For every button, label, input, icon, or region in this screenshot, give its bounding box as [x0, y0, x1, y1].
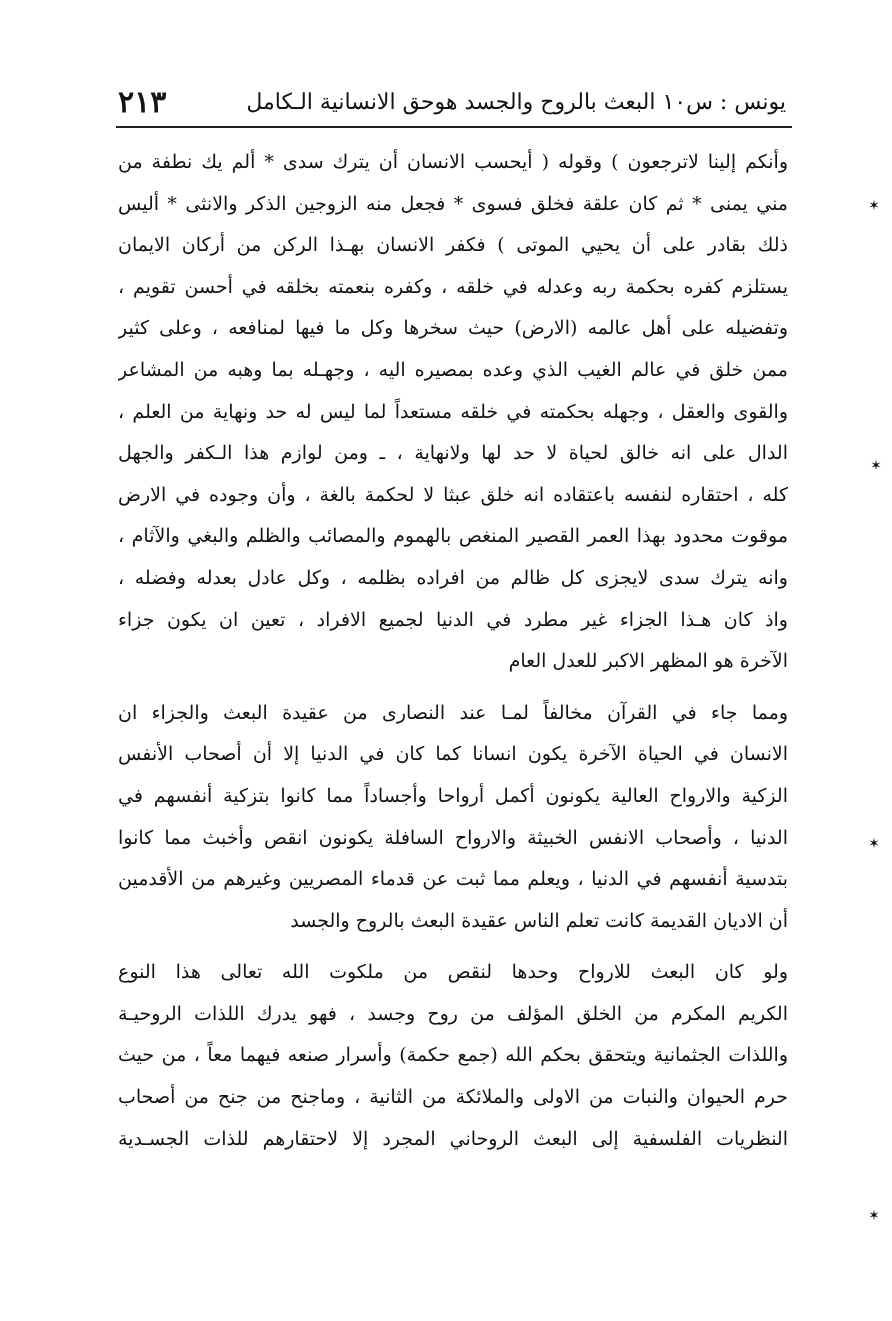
punch-hole-mark-icon: ✶ — [868, 198, 880, 214]
text-line: ومما جاء في القرآن مخالفاً لمـا عند النصارى من عقيدة البعث والجزاء ان — [118, 701, 788, 724]
text-line: النظريات الفلسفية إلى البعث الروحاني المجرد إلا لاحتقارهم للذات الجسـدية — [118, 1127, 788, 1150]
text-line: الكريم المكرم من الخلق المؤلف من روح وجسد ، فهو يدرك اللذات الروحيـة — [118, 1002, 788, 1025]
text-line: يستلزم كفره بحكمة ربه وعدله في خلقه ، وكفره بنعمته بخلقه في أحسن تقويم ، — [118, 275, 788, 298]
text-line: ولو كان البعث للارواح وحدها لنقص من ملكوت الله تعالى هذا النوع — [118, 961, 788, 984]
body-text — [118, 142, 788, 1160]
text-line: حرم الحيوان والنبات من الاولى والملائكة من الثانية ، وماجنح من جنح من أصحاب — [118, 1086, 788, 1109]
text-line: وتفضيله على أهل عالمه (الارض) حيث سخرها وكل ما فيها لمنافعه ، وعلى كثير — [118, 317, 788, 340]
text-line: الآخرة هو المظهر الاكبر للعدل العام — [508, 650, 788, 673]
paragraph-gap — [118, 683, 788, 693]
punch-hole-mark-icon: ✶ — [868, 836, 880, 852]
text-line: ذلك بقادر على أن يحيي الموتى ) فكفر الانسان بهـذا الركن من أركان الايمان — [118, 234, 788, 257]
text-line: ممن خلق في عالم الغيب الذي وعده بمصيره اليه ، وجهـله بما وهبه من المشاعر — [118, 358, 788, 381]
text-line: والقوى والعقل ، وجهله بحكمته في خلقه مستعداً لما ليس له حد ونهاية من العلم ، — [118, 400, 788, 423]
text-line: الزكية والارواح العالية يكونون أكمل أرواحا وأجساداً مما كانوا بتزكية أنفسهم في — [118, 784, 788, 807]
punch-hole-mark-icon: ✶ — [868, 1208, 880, 1224]
text-line: كله ، احتقاره لنفسه باعتقاده انه خلق عبثا لا لحكمة بالغة ، وأن وجوده في الارض — [118, 483, 788, 506]
paragraph — [118, 142, 788, 683]
text-line: أن الاديان القديمة كانت تعلم الناس عقيدة البعث بالروح والجسد — [290, 909, 788, 932]
page-header — [118, 82, 786, 122]
text-line: وانه يترك سدى لايجزى كل ظالم من افراده بظلمه ، وكل عادل بعدله وفضله ، — [118, 566, 788, 589]
text-line: موقوت محدود بهذا العمر القصير المنغص بالهموم والمصائب والظلم والبغي والآثام ، — [118, 525, 788, 548]
running-head: يونس : س١٠ البعث بالروح والجسد هوحق الانسانية الـكامل — [246, 89, 786, 115]
text-line: وأنكم إلينا لاترجعون ) وقوله ( أيحسب الانسان أن يترك سدى * ألم يك نطفة من — [118, 151, 788, 173]
paragraph — [118, 693, 788, 943]
header-rule — [116, 126, 792, 128]
text-line: واللذات الجثمانية ويتحقق بحكم الله (جمع حكمة) وأسرار صنعه فيهما معاً ، من حيث — [118, 1044, 788, 1067]
text-line: بتدسية أنفسهم في الدنيا ، ويعلم مما ثبت عن قدماء المصريين وغيرهم من الأقدمين — [118, 868, 788, 891]
punch-hole-mark-icon: ✶ — [870, 458, 882, 474]
page-number: ٢١٣ — [118, 84, 167, 120]
text-line: واذ كان هـذا الجزاء غير مطرد في الدنيا لجميع الافراد ، تعين ان يكون جزاء — [118, 608, 788, 631]
text-line: الانسان في الحياة الآخرة يكون انسانا كما كان في الدنيا إلا أن أصحاب الأنفس — [118, 743, 788, 766]
paragraph — [118, 952, 788, 1160]
text-line: الدال على انه خالق لحياة لا حد لها ولانهاية ، ـ ومن لوازم هذا الـكفر والجهل — [118, 442, 788, 465]
paragraph-gap — [118, 942, 788, 952]
text-line: الدنيا ، وأصحاب الانفس الخبيثة والارواح السافلة يكونون انقص وأخبث مما كانوا — [118, 826, 788, 849]
text-line: مني يمنى * ثم كان علقة فخلق فسوى * فجعل منه الزوجين الذكر والانثى * أليس — [118, 192, 788, 215]
